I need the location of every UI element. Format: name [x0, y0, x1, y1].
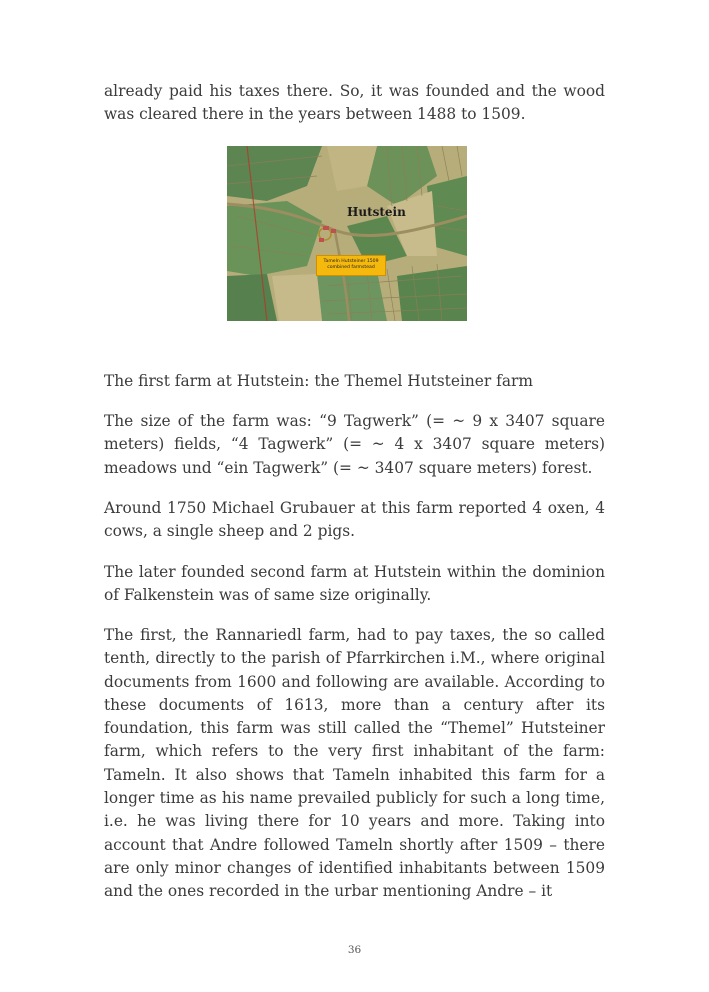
- map-place-label: Hutstein: [347, 205, 406, 219]
- map-annotation-line-1: Tameln Hutsteiner 1509: [323, 259, 379, 264]
- paragraph-second-farm: The later founded second farm at Hutstein within the dominion of Falkenstein was of same size originally.: [104, 563, 605, 605]
- paragraph-rannariedl-farm: The first, the Rannariedl farm, had to pay taxes, the so called tenth, directly to the parish of Pfarrkirchen i.M., where original documents from 1600 and following are available. According to these documents of 1613, more than a century after its foundation, this farm was still called the “Themel” Hutsteiner farm, which refers to the very first inhabitant of the farm: Tameln. It also shows that Tameln inhabited this farm for a longer time as his name prevailed publicly for such a long time, i.e. he was living there for 10 years and more. Taking into account that Andre followed Tameln shortly after 1509 – there are only minor changes of identified inhabitants between 1509 and the ones recorded in the urbar mentioning Andre – it: [104, 626, 605, 901]
- page-number: 36: [347, 944, 362, 956]
- section-heading: The first farm at Hutstein: the Themel Hutsteiner farm: [104, 372, 533, 390]
- map-annotation-tag: [316, 255, 386, 276]
- historic-map-figure: [227, 146, 467, 321]
- paragraph-1750-report: Around 1750 Michael Grubauer at this farm reported 4 oxen, 4 cows, a single sheep and 2 pigs.: [104, 499, 605, 541]
- paragraph-intro: already paid his taxes there. So, it was founded and the wood was cleared there in the years between 1488 to 1509.: [104, 82, 605, 124]
- map-annotation-line-2: combined farmstead: [327, 265, 375, 270]
- paragraph-farm-size: The size of the farm was: “9 Tagwerk” (= ~ 9 x 3407 square meters) fields, “4 Tagwerk” (= ~ 4 x 3407 square meters) meadows und “ein Tagwerk” (= ~ 3407 square meters) forest.: [104, 412, 605, 477]
- cadastral-map-image: [227, 146, 467, 321]
